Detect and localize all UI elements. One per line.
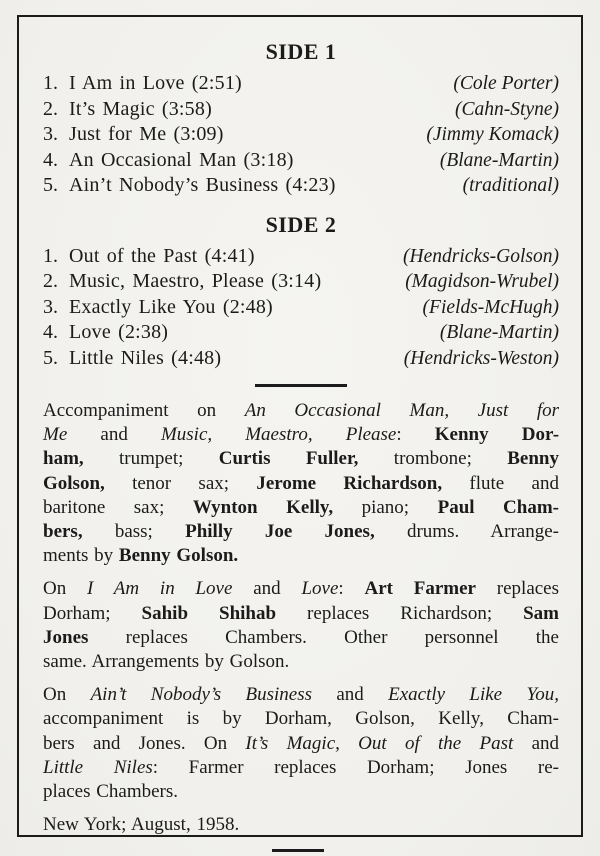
note-line xyxy=(43,472,559,496)
note-text-run: Golson, xyxy=(43,472,105,494)
note-line xyxy=(43,626,559,650)
note-line xyxy=(43,813,559,837)
section-divider-rule xyxy=(255,384,347,387)
note-text-run: bers and Jones. On xyxy=(43,732,246,754)
note-text-run: and xyxy=(67,424,161,446)
note-text-run: : xyxy=(396,424,435,446)
personnel-notes xyxy=(43,399,559,837)
note-text-run: Jones xyxy=(43,626,89,648)
note-text-run: places Chambers. xyxy=(43,781,179,803)
track-row xyxy=(43,295,559,321)
note-text-run: : xyxy=(338,578,365,600)
note-text-run: Kenny Dor- xyxy=(434,424,560,446)
note-text-run: baritone sax; xyxy=(43,496,193,518)
track-number: 1. xyxy=(43,244,58,267)
track-title: It’s Magic (3:58) xyxy=(69,97,212,120)
note-text-run: bass; xyxy=(82,521,186,543)
track-composer-credit: (Magidson-Wrubel) xyxy=(405,271,559,292)
note-text-run: ham, xyxy=(43,448,84,470)
note-line xyxy=(43,780,559,804)
note-line xyxy=(43,683,559,707)
note-text-run: Jerome Richardson, xyxy=(256,472,443,494)
side-1-section xyxy=(43,39,559,199)
track-row xyxy=(43,269,559,295)
note-line xyxy=(43,732,559,756)
side-2-heading: SIDE 2 xyxy=(265,211,337,237)
track-number: 4. xyxy=(43,148,58,171)
note-text-run: accompaniment is by Dorham, Golson, Kelly, Cham- xyxy=(43,708,559,730)
note-text-run: New York; August, 1958. xyxy=(43,814,240,836)
note-text-run: An Occasional Man, Just for xyxy=(244,400,559,421)
note-text-run: Paul Cham- xyxy=(437,496,559,518)
note-line xyxy=(43,602,559,626)
track-composer-credit: (Cahn-Styne) xyxy=(455,98,559,120)
note-text-run: flute and xyxy=(442,472,559,494)
note-line xyxy=(43,544,559,568)
note-text-run: and xyxy=(312,684,389,706)
note-text-run: Philly Joe Jones, xyxy=(185,521,375,543)
note-text-run: and xyxy=(232,578,302,600)
note-text-run: replaces Chambers. Other personnel the xyxy=(88,626,559,648)
track-number: 1. xyxy=(43,72,58,94)
note-text-run: It’s Magic, Out of the Past xyxy=(245,732,514,754)
note-text-run: piano; xyxy=(333,496,438,518)
track-row xyxy=(43,122,559,148)
note-line xyxy=(43,496,559,520)
track-composer-credit: (Cole Porter) xyxy=(453,73,559,94)
tracklist-side-1 xyxy=(43,71,559,199)
note-text-run: Art Farmer xyxy=(364,578,476,600)
note-text-run: Sam xyxy=(523,602,559,624)
note-text-run: and xyxy=(513,732,559,754)
liner-notes-panel xyxy=(17,15,583,837)
note-text-run: Accompaniment on xyxy=(43,400,245,421)
note-line xyxy=(43,423,559,447)
note-text-run: Benny xyxy=(507,448,559,470)
bottom-partial-rule xyxy=(272,849,324,852)
track-row xyxy=(43,320,559,346)
note-line xyxy=(43,650,559,674)
track-title: Love (2:38) xyxy=(69,321,169,343)
track-composer-credit: (Hendricks-Weston) xyxy=(403,347,559,369)
note-text-run: On xyxy=(43,578,88,600)
note-paragraph xyxy=(43,577,559,674)
note-paragraph xyxy=(43,399,559,568)
track-row xyxy=(43,148,559,174)
track-composer-credit: (Hendricks-Golson) xyxy=(403,245,559,267)
track-number: 5. xyxy=(43,174,58,196)
note-text-run: Sahib Shihab xyxy=(141,602,277,624)
note-text-run: : Farmer replaces Dorham; Jones re- xyxy=(152,756,559,778)
note-text-run: Me xyxy=(43,424,68,446)
track-title: Exactly Like You (2:48) xyxy=(69,295,273,318)
note-text-run: Curtis Fuller, xyxy=(218,448,359,470)
track-number: 2. xyxy=(43,270,58,292)
track-title: Out of the Past (4:41) xyxy=(69,244,255,267)
track-row xyxy=(43,71,559,97)
note-line xyxy=(43,756,559,780)
side-2-section xyxy=(43,212,559,372)
note-paragraph xyxy=(43,813,559,837)
note-text-run: drums. Arrange- xyxy=(374,521,559,543)
track-title: Just for Me (3:09) xyxy=(69,123,224,145)
note-line xyxy=(43,520,559,544)
note-text-run: trombone; xyxy=(358,448,508,470)
track-composer-credit: (traditional) xyxy=(462,175,559,196)
track-row xyxy=(43,173,559,199)
note-text-run: ments by xyxy=(43,545,119,567)
track-number: 4. xyxy=(43,321,58,343)
track-title: Little Niles (4:48) xyxy=(69,346,222,369)
note-text-run: same. Arrangements by Golson. xyxy=(43,651,290,673)
track-row xyxy=(43,244,559,270)
note-line xyxy=(43,399,559,423)
track-row xyxy=(43,97,559,123)
track-number: 3. xyxy=(43,123,58,145)
note-text-run: Exactly Like You, xyxy=(388,684,560,706)
track-composer-credit: (Blane-Martin) xyxy=(439,322,559,343)
note-line xyxy=(43,577,559,601)
track-composer-credit: (Fields-McHugh) xyxy=(422,296,559,318)
note-text-run: Ain’t Nobody’s Business xyxy=(90,684,312,706)
note-text-run: replaces xyxy=(475,578,560,600)
note-text-run: Little Niles xyxy=(43,756,153,778)
note-text-run: trumpet; xyxy=(83,448,219,470)
note-text-run: Benny Golson. xyxy=(118,545,239,567)
note-line xyxy=(43,707,559,731)
note-text-run: bers, xyxy=(43,521,83,543)
note-line xyxy=(43,447,559,471)
track-composer-credit: (Jimmy Komack) xyxy=(426,124,559,145)
track-composer-credit: (Blane-Martin) xyxy=(439,149,559,171)
tracklist-side-2 xyxy=(43,244,559,372)
note-text-run: tenor sax; xyxy=(104,472,257,494)
track-title: I Am in Love (2:51) xyxy=(69,72,242,94)
track-title: An Occasional Man (3:18) xyxy=(69,148,294,171)
note-text-run: Music, Maestro, Please xyxy=(160,424,397,446)
note-text-run: On xyxy=(43,684,91,706)
track-row xyxy=(43,346,559,372)
note-text-run: replaces Richardson; xyxy=(276,602,524,624)
note-text-run: Wynton Kelly, xyxy=(192,496,334,518)
track-title: Ain’t Nobody’s Business (4:23) xyxy=(69,174,336,196)
track-number: 5. xyxy=(43,346,58,369)
note-text-run: Dorham; xyxy=(43,602,142,624)
track-number: 2. xyxy=(43,97,58,120)
side-1-heading: SIDE 1 xyxy=(265,39,337,64)
note-text-run: I Am in Love xyxy=(87,578,233,600)
track-title: Music, Maestro, Please (3:14) xyxy=(69,270,322,292)
note-text-run: Love xyxy=(301,578,339,600)
track-number: 3. xyxy=(43,295,58,318)
note-paragraph xyxy=(43,683,559,804)
